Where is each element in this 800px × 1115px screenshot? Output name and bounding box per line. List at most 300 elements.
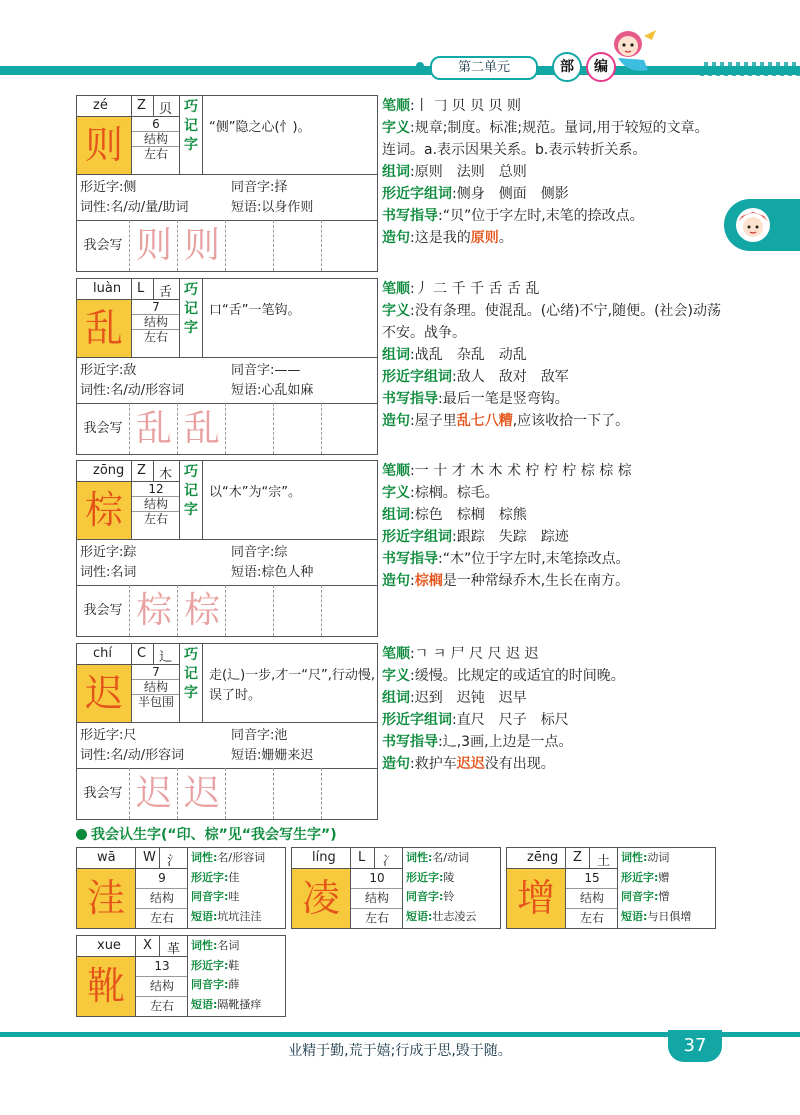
meaning <box>382 482 722 504</box>
big-character: 迟 <box>84 671 123 715</box>
radical: 冫 <box>382 854 396 869</box>
stroke-count: 7 <box>132 665 180 680</box>
stroke-order-text: 一 十 才 木 木 术 柠 柠 柠 棕 棕 棕 <box>414 463 632 479</box>
sentence-text: 没有出现。 <box>484 756 555 772</box>
badge-bu: 部 <box>552 52 582 82</box>
pinyin-row <box>292 848 402 869</box>
value: 憎 <box>658 890 670 903</box>
word-group <box>382 687 722 709</box>
character-card <box>76 278 378 455</box>
label: 形近字组词 <box>382 369 452 385</box>
stroke-count: 13 <box>136 957 188 977</box>
qiao-char: 记 <box>184 118 198 134</box>
mnemonic-text: 走(辶)一步,才一“尺”,行动慢,误了时。 <box>209 668 376 703</box>
practice-cell <box>129 768 177 819</box>
part-of-speech: 词性:名/动/形容词 <box>80 748 185 763</box>
qiao-char: 字 <box>184 502 198 518</box>
writing-practice <box>77 403 377 454</box>
write-label: 我会写 <box>83 786 123 801</box>
divider <box>131 96 132 116</box>
section-title <box>76 824 337 844</box>
stroke-count: 7 <box>132 300 180 315</box>
homophone: 同音字:综 <box>231 545 288 560</box>
value: 薛 <box>228 978 240 991</box>
practice-cell[interactable] <box>321 768 369 819</box>
divider <box>135 936 136 956</box>
value: 壮志凌云 <box>432 909 477 923</box>
practice-cell[interactable] <box>321 220 369 271</box>
practice-cell[interactable] <box>273 403 321 454</box>
meaning-text: :棕榈。棕毛。 <box>410 485 499 501</box>
pinyin: zé <box>93 98 108 113</box>
label: 形近字: <box>191 958 229 972</box>
word-group-text: :原则 法则 总则 <box>410 164 527 180</box>
similar-word-text: :直尺 尺子 标尺 <box>452 712 569 728</box>
structure-value: 左右 <box>579 911 604 925</box>
structure-value: 左右 <box>149 911 174 925</box>
writing-guide-text: :“贝”位于字左时,末笔的捺改点。 <box>438 208 644 224</box>
recognition-card <box>506 847 716 929</box>
writing-practice <box>77 585 377 636</box>
writing-practice <box>77 768 377 819</box>
mnemonic-text: 口“舌”一笔钩。 <box>209 303 301 318</box>
qiao-char: 巧 <box>184 647 198 663</box>
label: 短语: <box>191 909 218 923</box>
value: 佳 <box>228 870 240 884</box>
label: 造句 <box>382 230 410 246</box>
pinyin-row <box>77 461 179 482</box>
trace-character: 迟 <box>183 773 220 814</box>
phrase: 短语:以身作则 <box>231 200 314 215</box>
pinyin-row <box>77 936 187 957</box>
char-facts <box>187 936 285 1016</box>
section-title-text: 我会认生字(“印、棕”见“我会写生字”) <box>91 827 337 843</box>
value: 鞋 <box>228 958 240 972</box>
page-number: 37 <box>668 1030 722 1062</box>
recognition-card <box>76 847 286 929</box>
similar-char: 形近字:侧 <box>80 180 137 195</box>
similar-word-group <box>382 709 722 731</box>
label: 词性: <box>191 939 218 952</box>
divider <box>589 848 590 868</box>
label: 组词 <box>382 347 410 363</box>
value: 名词 <box>217 939 240 952</box>
recognition-card <box>291 847 501 929</box>
sentence-highlight: 迟迟 <box>456 756 485 772</box>
trace-character: 乱 <box>135 408 172 449</box>
big-character: 洼 <box>77 869 135 928</box>
phrase: 短语:姗姗来迟 <box>231 748 314 763</box>
big-character: 棕 <box>84 488 123 532</box>
phrase: 短语:棕色人种 <box>231 565 314 580</box>
radical: 舌 <box>159 285 173 300</box>
label: 形近字: <box>191 870 229 884</box>
structure-value: 左右 <box>143 330 168 344</box>
writing-guide <box>382 388 722 410</box>
qiao-ji-zi-label <box>179 461 203 539</box>
card-info-rows <box>77 722 377 769</box>
index-letter: X <box>143 938 152 953</box>
meaning-text: :没有条理。使混乱。(心绪)不宁,随便。(社会)动荡不安。战争。 <box>382 303 722 341</box>
practice-cell[interactable] <box>225 403 273 454</box>
radical: 土 <box>597 854 611 869</box>
structure-value: 左右 <box>143 512 168 526</box>
writing-guide <box>382 548 722 570</box>
word-group <box>382 161 722 183</box>
pinyin: líng <box>312 850 336 865</box>
big-character: 乱 <box>84 306 123 350</box>
word-group-text: :棕色 棕榈 棕熊 <box>410 507 527 523</box>
label: 造句 <box>382 756 410 772</box>
example-sentence <box>382 227 722 249</box>
trace-character: 乱 <box>183 408 220 449</box>
char-info <box>565 869 618 928</box>
homophone <box>191 887 285 907</box>
char-info <box>131 665 180 722</box>
practice-cell[interactable] <box>225 768 273 819</box>
big-character: 靴 <box>77 957 135 1016</box>
recognition-card <box>76 935 286 1017</box>
value: 与日俱增 <box>647 909 692 923</box>
divider <box>159 848 160 868</box>
label: 字义 <box>382 668 410 684</box>
label: 形近字: <box>406 870 444 884</box>
index-letter: Z <box>573 850 582 865</box>
label: 短语: <box>191 997 218 1011</box>
index-letter: C <box>137 646 147 661</box>
card-info-rows <box>77 357 377 404</box>
part-of-speech: 词性:名/动/量/助词 <box>80 200 189 215</box>
example-sentence <box>382 753 722 775</box>
structure-label: 结构 <box>351 889 403 909</box>
writing-guide-text: :辶,3画,上边是一点。 <box>438 734 573 750</box>
stroke-count: 6 <box>132 117 180 132</box>
part-of-speech: 词性:名/动/形容词 <box>80 383 185 398</box>
character-card <box>76 643 378 820</box>
structure-label: 结构 <box>132 315 180 330</box>
sentence-text: :这是我的 <box>410 230 471 246</box>
stroke-count: 15 <box>566 869 618 889</box>
stroke-count: 10 <box>351 869 403 889</box>
label: 笔顺 <box>382 646 410 662</box>
structure-label: 结构 <box>132 132 180 147</box>
char-info <box>131 482 180 539</box>
structure-value: 左右 <box>143 147 168 161</box>
radical: 贝 <box>159 102 173 117</box>
character-detail <box>382 643 722 775</box>
card-info-rows <box>77 539 377 586</box>
label: 形近字组词 <box>382 529 452 545</box>
write-label: 我会写 <box>83 603 123 618</box>
char-info <box>135 869 188 928</box>
phrase <box>406 907 500 927</box>
header-bar <box>0 66 800 75</box>
meaning-text: :规章;制度。标准;规范。量词,用于较短的文章。连词。a.表示因果关系。b.表示转折关系。 <box>382 120 709 158</box>
qiao-char: 字 <box>184 320 198 336</box>
big-character: 则 <box>84 123 123 167</box>
similar-word-text: :敌人 敌对 敌军 <box>452 369 569 385</box>
write-label: 我会写 <box>83 421 123 436</box>
homophone <box>406 887 500 907</box>
pinyin-row <box>77 644 179 665</box>
big-character: 凌 <box>292 869 350 928</box>
similar-char: 形近字:尺 <box>80 728 137 743</box>
similar-char <box>406 868 500 888</box>
divider <box>153 96 154 116</box>
label: 短语: <box>406 909 433 923</box>
label: 形近字组词 <box>382 186 452 202</box>
trace-character: 棕 <box>183 590 220 631</box>
card-top <box>77 279 377 358</box>
qiao-char: 巧 <box>184 464 198 480</box>
sentence-text: 。 <box>498 230 513 246</box>
char-box <box>77 300 131 357</box>
stroke-order: 笔顺:丨 𠃌 贝 贝 贝 则 <box>382 98 521 114</box>
radical: 辶 <box>159 650 173 665</box>
similar-word-group <box>382 366 722 388</box>
radical: 革 <box>167 942 181 957</box>
divider <box>131 644 132 664</box>
structure-label: 结构 <box>566 889 618 909</box>
word-group <box>382 344 722 366</box>
stroke-order: 笔顺:丿 二 千 千 舌 舌 乱 <box>382 281 540 297</box>
label: 形近字组词 <box>382 712 452 728</box>
stroke-order-text: ㄱ ㅋ 尸 尺 尺 迟 迟 <box>414 646 539 662</box>
writing-guide-text: :“木”位于字左时,末笔捺改点。 <box>438 551 630 567</box>
writing-guide <box>382 205 722 227</box>
trace-character: 棕 <box>135 590 172 631</box>
label: 笔顺 <box>382 463 410 479</box>
pinyin: chí <box>93 646 112 661</box>
footer-motto: 业精于勤,荒于嬉;行成于思,毁于随。 <box>288 1043 512 1059</box>
homophone: 同音字:—— <box>231 363 301 378</box>
char-facts <box>187 848 285 928</box>
phrase <box>191 995 285 1015</box>
part-of-speech <box>191 936 285 956</box>
part-of-speech <box>406 848 500 868</box>
index-letter: L <box>137 281 145 296</box>
meaning <box>382 665 722 687</box>
qiao-char: 字 <box>184 137 198 153</box>
part-of-speech <box>191 848 285 868</box>
example-sentence <box>382 410 722 432</box>
structure-value: 左右 <box>364 911 389 925</box>
label: 书写指导 <box>382 551 438 567</box>
header-dot <box>416 62 424 70</box>
similar-char: 形近字:踪 <box>80 545 137 560</box>
pinyin-row <box>77 96 179 117</box>
practice-cell[interactable] <box>321 403 369 454</box>
practice-cell[interactable] <box>225 220 273 271</box>
pinyin-row <box>507 848 617 869</box>
char-info <box>350 869 403 928</box>
label: 组词 <box>382 507 410 523</box>
label: 字义 <box>382 303 410 319</box>
pinyin-row <box>77 848 187 869</box>
badge-bian: 编 <box>586 52 616 82</box>
label: 造句 <box>382 413 410 429</box>
label: 书写指导 <box>382 391 438 407</box>
stroke-order: 笔顺:ㄱ ㅋ 尸 尺 尺 迟 迟 <box>382 646 539 662</box>
divider <box>153 644 154 664</box>
card-top <box>77 461 377 540</box>
trace-character: 迟 <box>135 773 172 814</box>
char-info <box>135 957 188 1016</box>
part-of-speech: 词性:名词 <box>80 565 137 580</box>
word-group <box>382 504 722 526</box>
qiao-ji-zi-label <box>179 279 203 357</box>
label: 形近字: <box>621 870 659 884</box>
divider <box>350 848 351 868</box>
value: 陵 <box>443 870 455 884</box>
structure-value: 半包围 <box>137 695 174 709</box>
label: 同音字: <box>191 890 229 903</box>
writing-guide-text: :最后一笔是竖弯钩。 <box>438 391 569 407</box>
label: 组词 <box>382 690 410 706</box>
meaning <box>382 117 722 161</box>
card-top <box>77 96 377 175</box>
similar-char <box>191 956 285 976</box>
qiao-char: 记 <box>184 483 198 499</box>
word-group-text: :迟到 迟钝 迟早 <box>410 690 527 706</box>
homophone: 同音字:池 <box>231 728 288 743</box>
sentence-highlight: 原则 <box>470 230 499 246</box>
pinyin: wā <box>97 850 116 865</box>
pinyin: zōng <box>93 463 125 478</box>
divider <box>153 279 154 299</box>
structure-label: 结构 <box>136 977 188 997</box>
label: 字义 <box>382 120 410 136</box>
qiao-char: 巧 <box>184 282 198 298</box>
practice-cell <box>177 768 225 819</box>
sentence-text: 是一种常绿乔木,生长在南方。 <box>442 573 630 589</box>
practice-cell[interactable] <box>273 585 321 636</box>
char-box <box>77 665 131 722</box>
qiao-ji-zi-label <box>179 644 203 722</box>
char-box <box>77 117 131 174</box>
character-card <box>76 460 378 637</box>
pinyin: zēng <box>527 850 559 865</box>
value: 坑坑洼洼 <box>217 909 262 923</box>
sentence-highlight: 棕榈 <box>414 573 443 589</box>
phrase <box>191 907 285 927</box>
qiao-char: 巧 <box>184 99 198 115</box>
sentence-text: ,应该收拾一下了。 <box>512 413 630 429</box>
practice-cell <box>129 585 177 636</box>
similar-word-group <box>382 526 722 548</box>
character-detail <box>382 460 722 592</box>
structure-label: 结构 <box>136 889 188 909</box>
divider <box>131 461 132 481</box>
index-letter: L <box>358 850 366 865</box>
label: 词性: <box>621 851 648 864</box>
stroke-order: 笔顺:一 十 才 木 木 术 柠 柠 柠 棕 棕 棕 <box>382 463 632 479</box>
trace-character: 则 <box>135 225 172 266</box>
char-facts <box>617 848 715 928</box>
homophone: 同音字:择 <box>231 180 288 195</box>
sentence-text: :救护车 <box>410 756 457 772</box>
practice-cell <box>129 220 177 271</box>
stroke-count: 9 <box>136 869 188 889</box>
writing-guide <box>382 731 722 753</box>
character-detail <box>382 95 722 249</box>
practice-cell[interactable] <box>273 220 321 271</box>
pinyin: luàn <box>93 281 122 296</box>
char-facts <box>402 848 500 928</box>
stroke-count: 12 <box>132 482 180 497</box>
writing-practice <box>77 220 377 271</box>
mnemonic-text: “侧”隐之心(忄)。 <box>209 120 311 135</box>
meaning-text: :缓慢。比规定的或适宜的时间晚。 <box>410 668 625 684</box>
label: 字义 <box>382 485 410 501</box>
homophone <box>191 975 285 995</box>
label: 同音字: <box>406 890 444 903</box>
sentence-text: :屋子里 <box>410 413 457 429</box>
practice-cell <box>177 220 225 271</box>
phrase <box>621 907 715 927</box>
value: 哇 <box>228 890 240 903</box>
qiao-char: 记 <box>184 301 198 317</box>
label: 笔顺 <box>382 98 410 114</box>
value: 赠 <box>658 870 670 884</box>
part-of-speech <box>621 848 715 868</box>
similar-char <box>621 868 715 888</box>
word-group-text: :战乱 杂乱 动乱 <box>410 347 527 363</box>
index-letter: Z <box>137 98 146 113</box>
example-sentence <box>382 570 722 592</box>
value: 隔靴搔痒 <box>217 997 262 1011</box>
phrase: 短语:心乱如麻 <box>231 383 314 398</box>
mnemonic-text: 以“木”为“宗”。 <box>209 485 301 500</box>
structure-label: 结构 <box>132 497 180 512</box>
similar-word-text: :侧身 侧面 侧影 <box>452 186 569 202</box>
practice-cell[interactable] <box>225 585 273 636</box>
practice-cell[interactable] <box>321 585 369 636</box>
value: 名/动词 <box>432 851 470 864</box>
pinyin-row <box>77 279 179 300</box>
label: 笔顺 <box>382 281 410 297</box>
homophone <box>621 887 715 907</box>
index-letter: Z <box>137 463 146 478</box>
meaning <box>382 300 722 344</box>
index-letter: W <box>143 850 156 865</box>
value: 名/形容词 <box>217 851 266 864</box>
sentence-highlight: 乱七八糟 <box>456 413 513 429</box>
label: 造句 <box>382 573 410 589</box>
practice-cell <box>177 585 225 636</box>
qiao-ji-zi-label <box>179 96 203 174</box>
similar-char <box>191 868 285 888</box>
unit-title: 第二单元 <box>430 56 538 80</box>
header-checker-pattern <box>700 62 800 76</box>
practice-cell <box>129 403 177 454</box>
bullet-dot-icon <box>76 829 87 840</box>
divider <box>565 848 566 868</box>
stroke-order-text: 丿 二 千 千 舌 舌 乱 <box>414 281 540 297</box>
qiao-char: 字 <box>184 685 198 701</box>
practice-cell[interactable] <box>273 768 321 819</box>
char-info <box>131 300 180 357</box>
char-box <box>77 482 131 539</box>
label: 同音字: <box>191 978 229 991</box>
radical: 木 <box>159 467 173 482</box>
card-info-rows <box>77 174 377 221</box>
card-top <box>77 644 377 723</box>
similar-word-group <box>382 183 722 205</box>
structure-label: 结构 <box>132 680 180 695</box>
qiao-char: 记 <box>184 666 198 682</box>
label: 同音字: <box>621 890 659 903</box>
